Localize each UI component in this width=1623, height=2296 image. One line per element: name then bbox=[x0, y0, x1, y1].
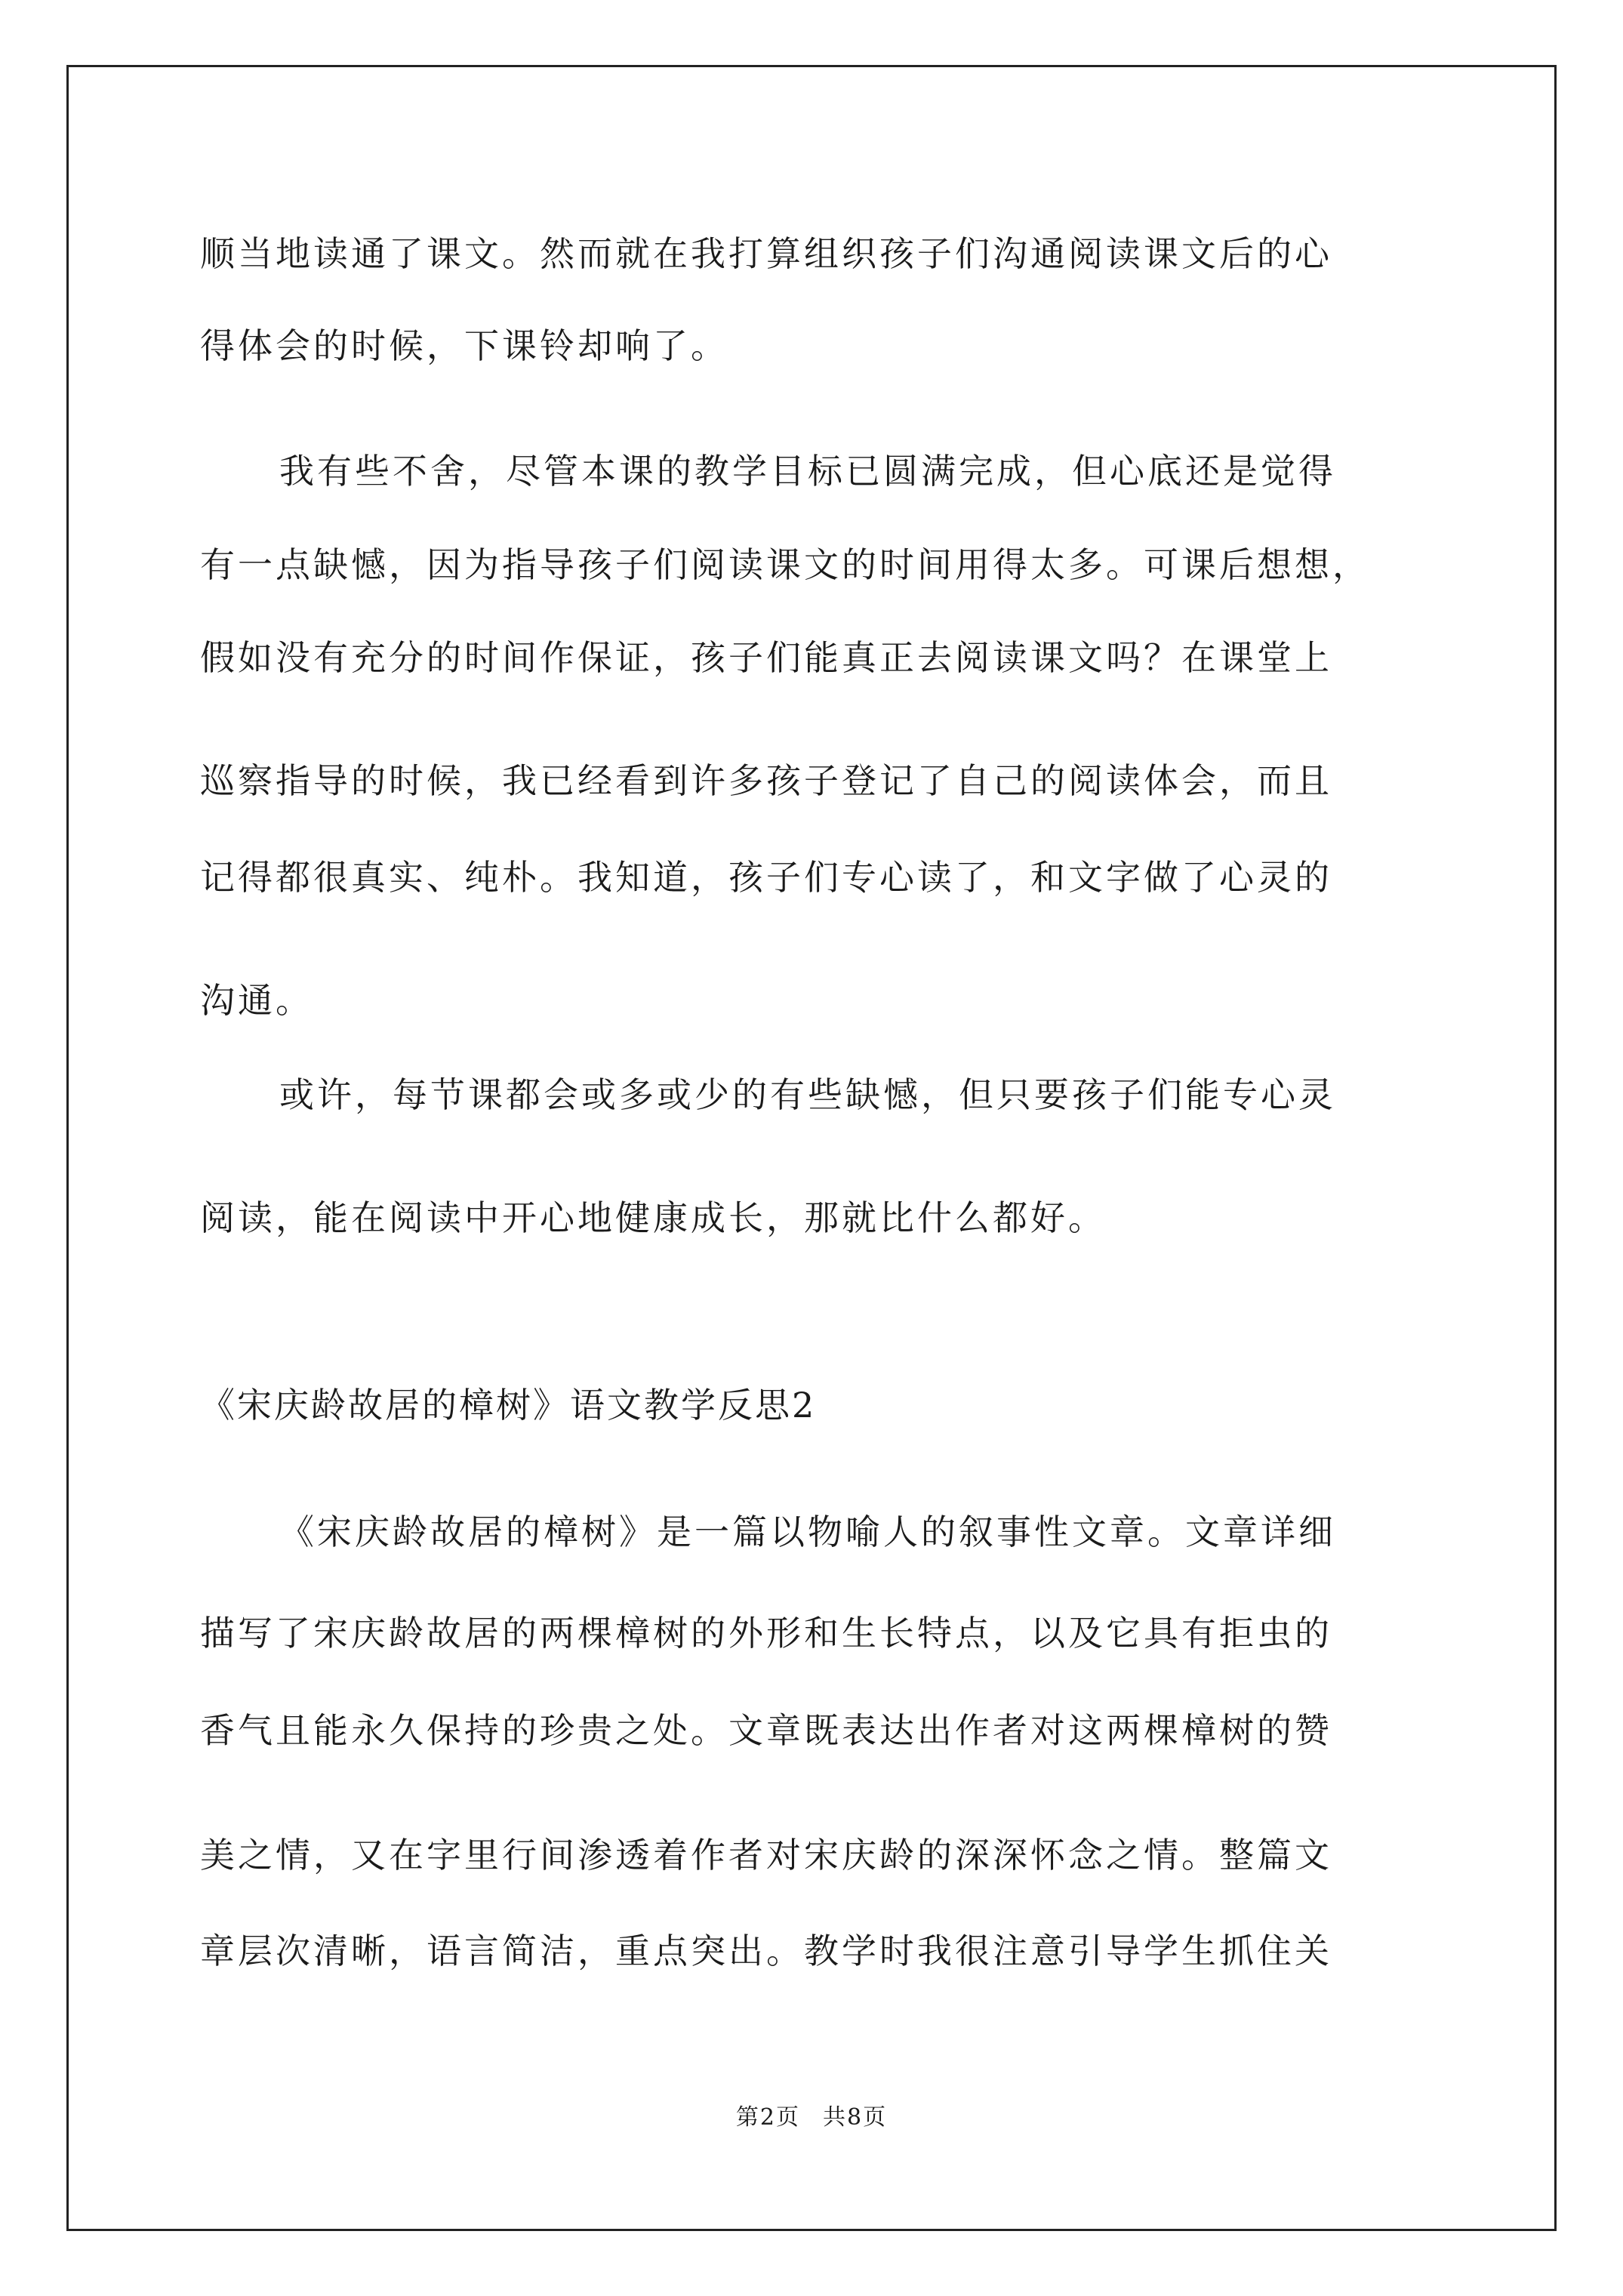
section-paragraph-line-5: 章层次清晰，语言简洁，重点突出。教学时我很注意引导学生抓住关 bbox=[200, 1931, 1332, 1971]
page-footer bbox=[0, 2103, 1623, 2133]
paragraph-2-line-4: 巡察指导的时候，我已经看到许多孩子登记了自己的阅读体会，而且 bbox=[200, 760, 1332, 801]
paragraph-2-line-1: 我有些不舍，尽管本课的教学目标已圆满完成，但心底还是觉得 bbox=[279, 451, 1336, 492]
paragraph-1-line-2: 得体会的时候，下课铃却响了。 bbox=[200, 325, 728, 366]
paragraph-2-line-2: 有一点缺憾，因为指导孩子们阅读课文的时间用得太多。可课后想想， bbox=[200, 544, 1370, 585]
section-paragraph-line-3: 香气且能永久保持的珍贵之处。文章既表达出作者对这两棵樟树的赞 bbox=[200, 1710, 1332, 1751]
paragraph-2-line-6: 沟通。 bbox=[200, 980, 313, 1021]
paragraph-3-line-1: 或许，每节课都会或多或少的有些缺憾，但只要孩子们能专心灵 bbox=[279, 1074, 1336, 1115]
page-border bbox=[66, 65, 1557, 2231]
section-paragraph-line-2: 描写了宋庆龄故居的两棵樟树的外形和生长特点，以及它具有拒虫的 bbox=[200, 1613, 1332, 1653]
section-paragraph-line-1: 《宋庆龄故居的樟树》是一篇以物喻人的叙事性文章。文章详细 bbox=[279, 1512, 1336, 1552]
paragraph-2-line-3: 假如没有充分的时间作保证，孩子们能真正去阅读课文吗？在课堂上 bbox=[200, 637, 1332, 678]
page-total: 共8页 bbox=[823, 2104, 888, 2131]
page-number: 第2页 bbox=[735, 2104, 800, 2131]
section-paragraph-line-4: 美之情，又在字里行间渗透着作者对宋庆龄的深深怀念之情。整篇文 bbox=[200, 1835, 1332, 1875]
paragraph-3-line-2: 阅读，能在阅读中开心地健康成长，那就比什么都好。 bbox=[200, 1197, 1106, 1238]
paragraph-1-line-1: 顺当地读通了课文。然而就在我打算组织孩子们沟通阅读课文后的心 bbox=[200, 233, 1332, 274]
section-title: 《宋庆龄故居的樟树》语文教学反思2 bbox=[200, 1385, 817, 1425]
paragraph-2-line-5: 记得都很真实、纯朴。我知道，孩子们专心读了，和文字做了心灵的 bbox=[200, 857, 1332, 898]
